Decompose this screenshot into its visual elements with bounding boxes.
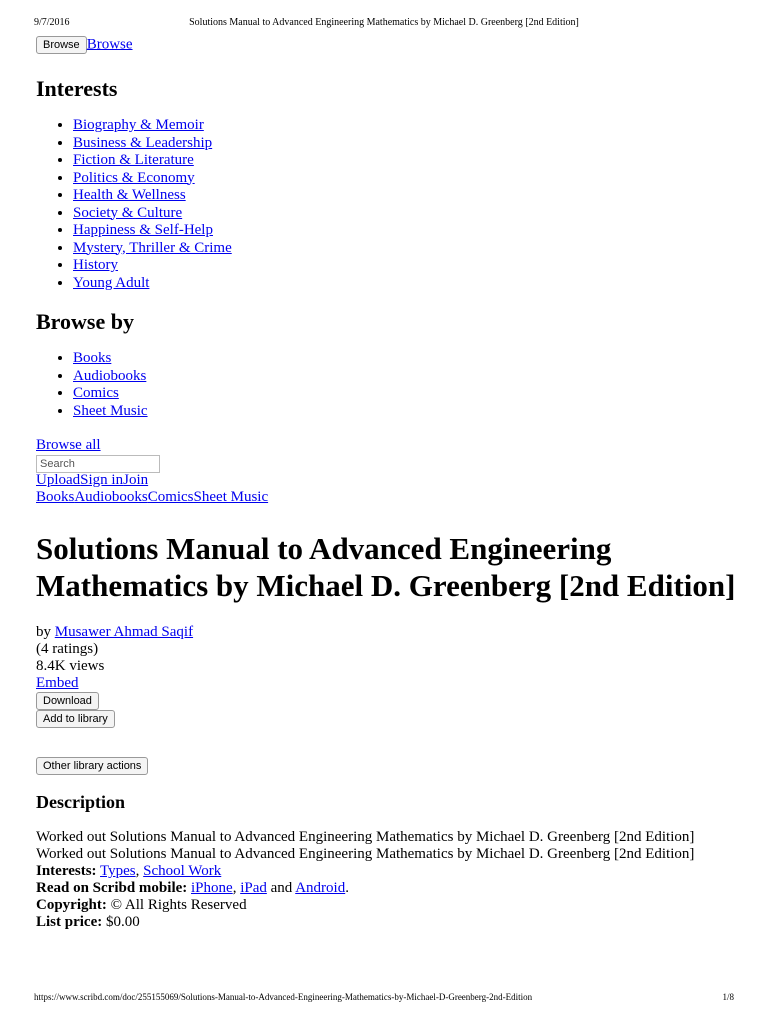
list-price-label: List price: [36, 914, 103, 930]
interest-tag-link[interactable]: School Work [143, 863, 222, 879]
list-item [73, 257, 736, 275]
interest-link[interactable]: Society & Culture [73, 204, 183, 221]
document-title: Solutions Manual to Advanced Engineering Mathematics by Michael D. Greenberg [2nd Edition] [36, 531, 736, 603]
interests-list [36, 117, 736, 292]
other-actions-row [36, 757, 736, 775]
browse-row [36, 36, 736, 56]
list-item [73, 403, 736, 421]
interest-link[interactable]: History [73, 257, 118, 273]
interest-tag-link[interactable]: Types [100, 863, 136, 879]
views-text: 8.4K views [36, 658, 105, 674]
description-line: Worked out Solutions Manual to Advanced Engineering Mathematics by Michael D. Greenberg [2nd Edition] [36, 846, 695, 862]
author-row [36, 624, 736, 641]
add-library-row [36, 710, 736, 728]
upload-link[interactable]: Upload [36, 472, 81, 488]
interest-link[interactable]: Happiness & Self-Help [73, 222, 213, 238]
list-item [73, 205, 736, 223]
android-link[interactable]: Android [295, 880, 346, 896]
list-item [73, 152, 736, 170]
embed-link[interactable]: Embed [36, 675, 79, 691]
interest-link[interactable]: Mystery, Thriller & Crime [73, 239, 232, 256]
books-link[interactable]: Books [36, 489, 75, 505]
list-item [73, 385, 736, 403]
list-item [73, 170, 736, 188]
interest-link[interactable]: Business & Leadership [73, 134, 213, 151]
list-item [73, 350, 736, 368]
other-library-actions-button[interactable]: Other library actions [36, 757, 148, 775]
list-item [73, 368, 736, 386]
list-price-row [36, 914, 736, 931]
iphone-link[interactable]: iPhone [191, 880, 233, 896]
browse-by-link[interactable]: Audiobooks [73, 367, 147, 384]
by-label: by [36, 624, 51, 640]
browse-by-link[interactable]: Comics [73, 385, 119, 401]
interests-heading: Interests [36, 76, 118, 101]
description-heading: Description [36, 792, 125, 812]
and-text: and [270, 880, 293, 896]
add-to-library-button[interactable]: Add to library [36, 710, 115, 728]
author-link[interactable]: Musawer Ahmad Saqif [54, 624, 194, 640]
browse-button[interactable]: Browse [36, 36, 87, 54]
print-page-number: 1/8 [722, 992, 734, 1002]
sign-in-link[interactable]: Sign in [80, 472, 124, 488]
browse-by-list [36, 350, 736, 420]
page-content [36, 36, 736, 931]
download-button[interactable]: Download [36, 692, 99, 710]
search-row [36, 454, 736, 472]
interests-label: Interests: [36, 863, 97, 879]
print-title: Solutions Manual to Advanced Engineering Mathematics by Michael D. Greenberg [2nd Edition] [189, 17, 579, 28]
account-links [36, 472, 736, 489]
interests-row: Interests: Types, School Work [36, 863, 222, 879]
print-footer [34, 992, 734, 1006]
copyright-value: © All Rights Reserved [110, 897, 247, 913]
list-price-value: $0.00 [105, 914, 140, 930]
ratings-text: (4 ratings) [36, 641, 99, 657]
interest-link[interactable]: Health & Wellness [73, 187, 186, 203]
join-link[interactable]: Join [123, 472, 149, 488]
interest-link[interactable]: Fiction & Literature [73, 152, 194, 168]
browse-link[interactable]: Browse [86, 36, 133, 53]
browse-by-link[interactable]: Sheet Music [73, 402, 148, 419]
comics-link[interactable]: Comics [147, 489, 194, 505]
print-date: 9/7/2016 [34, 17, 70, 28]
embed-row [36, 675, 736, 692]
search-input[interactable]: Search [36, 455, 160, 473]
print-header [34, 17, 734, 31]
interest-link[interactable]: Young Adult [73, 274, 150, 291]
list-item [73, 187, 736, 205]
copyright-label: Copyright: [36, 897, 107, 913]
ipad-link[interactable]: iPad [240, 880, 267, 896]
sheet-music-link[interactable]: Sheet Music [193, 489, 269, 505]
list-item [73, 117, 736, 135]
audiobooks-link[interactable]: Audiobooks [74, 489, 148, 505]
list-item [73, 240, 736, 258]
list-item [73, 135, 736, 153]
download-row [36, 692, 736, 710]
browse-by-heading: Browse by [36, 309, 134, 334]
interest-link[interactable]: Politics & Economy [73, 169, 195, 186]
mobile-row: Read on Scribd mobile: iPhone, iPad and Android. [36, 880, 349, 896]
browse-all-link[interactable]: Browse all [36, 437, 101, 453]
interest-link[interactable]: Biography & Memoir [73, 117, 204, 133]
list-item [73, 222, 736, 240]
read-mobile-label: Read on Scribd mobile: [36, 880, 188, 896]
category-links [36, 489, 736, 506]
description-line: Worked out Solutions Manual to Advanced Engineering Mathematics by Michael D. Greenberg [2nd Edition] [36, 829, 695, 845]
browse-by-link[interactable]: Books [73, 350, 112, 366]
copyright-row [36, 897, 736, 914]
browse-all-row [36, 437, 736, 454]
print-url: https://www.scribd.com/doc/255155069/Solutions-Manual-to-Advanced-Engineering-Mathematics-by-Michael-D-Greenberg-2nd-Edition [34, 992, 533, 1002]
list-item [73, 275, 736, 293]
